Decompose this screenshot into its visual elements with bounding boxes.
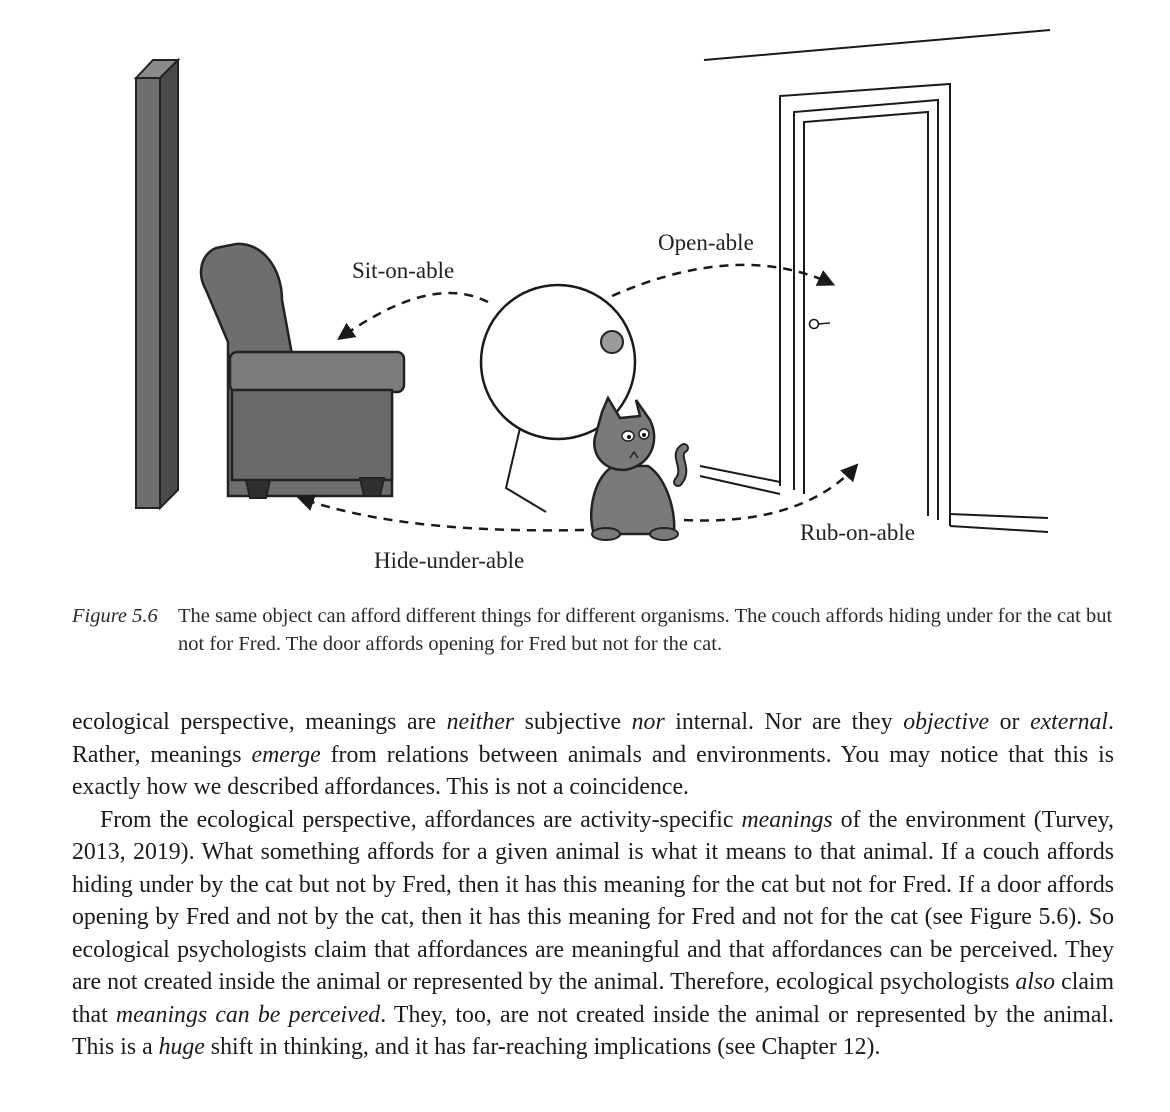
rub-arrow xyxy=(684,466,856,521)
open-arrow xyxy=(612,265,832,296)
caption-text: The same object can afford different things for different organisms. The couch affords hiding under for the cat but not for Fred. The door affords opening for Fred but not for the cat. xyxy=(178,605,1113,655)
label-hide-under-able: Hide-under-able xyxy=(374,548,525,573)
label-rub-on-able: Rub-on-able xyxy=(800,520,915,545)
label-open-able: Open-able xyxy=(658,230,754,255)
hide-arrow xyxy=(300,498,584,530)
door xyxy=(700,30,1050,532)
cat-figure xyxy=(591,398,684,540)
caption-label: Figure 5.6 xyxy=(72,605,158,627)
paragraph-1: ecological perspective, meanings are neither subjective nor internal. Nor are they objective or external. Rather, meanings emerge from relations between animals and environments. You may notice that this is exactly how we described affordances. This is not a coincidence. xyxy=(72,709,1115,800)
body-text xyxy=(72,706,1114,1064)
wall-pillar xyxy=(136,60,178,508)
paragraph-2: From the ecological perspective, affordances are activity-specific meanings of the environment (Turvey, 2013, 2019). What something affords for a given animal is what it means to that animal. If a couch affords hiding under by the cat but not by Fred, then it has this meaning for the cat but not for Fred. If a door affords opening by Fred and not by the cat, then it has this meaning for Fred and not for the cat (see Figure 5.6). So ecological psychologists claim that affordances are meaningful and that affordances can be perceived. They are not created inside the animal or represented by the animal. Therefore, ecological psychologists also claim that meanings can be perceived. They, too, are not created inside the animal or represented by the animal. This is a huge shift in thinking, and it has far-reaching implications (see Chapter 12). xyxy=(72,806,1115,1060)
figure-caption xyxy=(72,602,1132,658)
sit-arrow xyxy=(340,293,488,338)
label-sit-on-able: Sit-on-able xyxy=(352,258,455,283)
